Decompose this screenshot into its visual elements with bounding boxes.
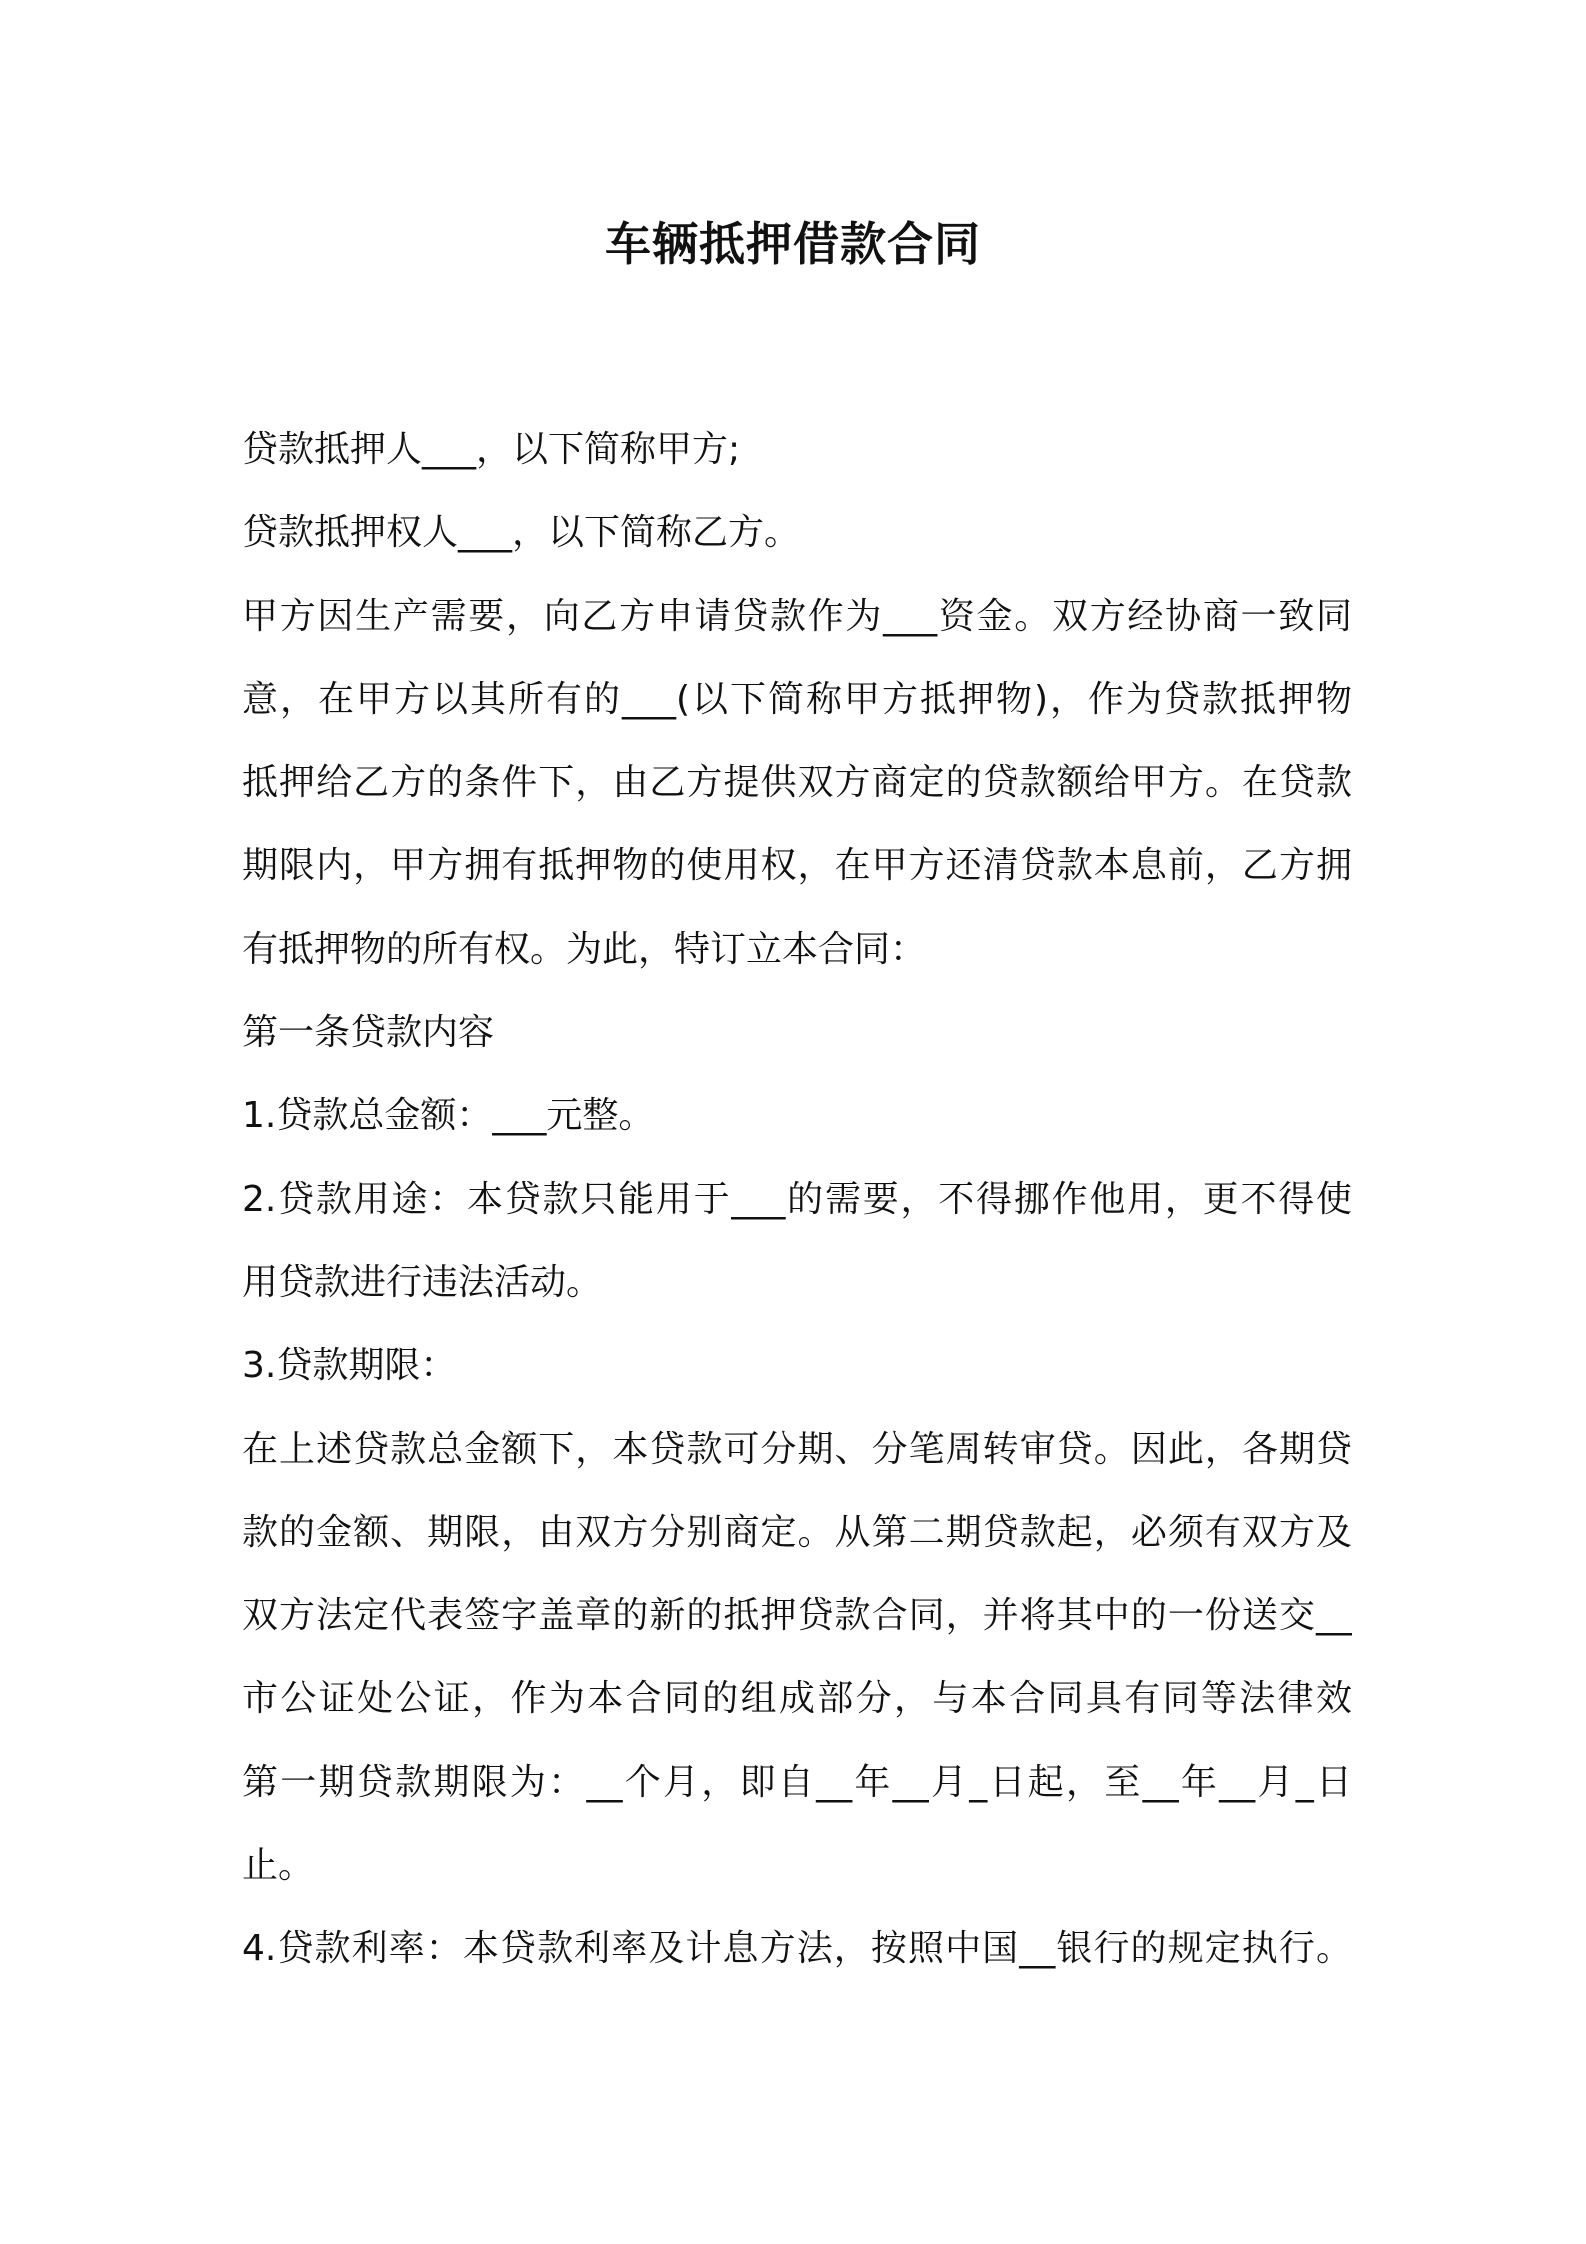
paragraph-line: 第一条贷款内容	[242, 1012, 495, 1054]
paragraph-line: 贷款抵押人___，以下简称甲方;	[242, 429, 741, 470]
paragraph-line: 抵押给乙方的条件下，由乙方提供双方商定的贷款额给甲方。在贷款	[242, 762, 1352, 804]
paragraph-line: 有抵押物的所有权。为此，特订立本合同：	[242, 928, 927, 970]
paragraph-line: 1.贷款总金额：___元整。	[242, 1095, 655, 1137]
paragraph-line: 款的金额、期限，由双方分别商定。从第二期贷款起，必须有双方及	[242, 1511, 1352, 1553]
paragraph-line: 4.贷款利率：本贷款利率及计息方法，按照中国__银行的规定执行。	[242, 1928, 1352, 1970]
paragraph-line: 3.贷款期限：	[242, 1345, 457, 1387]
paragraph-line: 止。	[242, 1845, 315, 1887]
paragraph-line: 第一期贷款期限为：__个月，即自__年__月_日起，至__年__月_日	[242, 1761, 1352, 1803]
paragraph-line: 用贷款进行违法活动。	[242, 1261, 603, 1303]
paragraph-line: 意，在甲方以其所有的___(以下简称甲方抵押物)，作为贷款抵押物	[242, 678, 1352, 720]
paragraph-line: 市公证处公证，作为本合同的组成部分，与本合同具有同等法律效	[242, 1678, 1352, 1720]
paragraph-line: 2.贷款用途：本贷款只能用于___的需要，不得挪作他用，更不得使	[242, 1178, 1352, 1220]
paragraph-line: 期限内，甲方拥有抵押物的使用权，在甲方还清贷款本息前，乙方拥	[242, 845, 1352, 887]
document-body	[242, 408, 1352, 1991]
paragraph-line: 甲方因生产需要，向乙方申请贷款作为___资金。双方经协商一致同	[242, 595, 1352, 637]
paragraph-line: 贷款抵押权人___，以下简称乙方。	[242, 512, 801, 554]
document-title: 车辆抵押借款合同	[605, 217, 981, 271]
paragraph-line: 在上述贷款总金额下，本贷款可分期、分笔周转审贷。因此，各期贷	[242, 1428, 1352, 1470]
paragraph-line: 双方法定代表签字盖章的新的抵押贷款合同，并将其中的一份送交__	[242, 1595, 1352, 1637]
